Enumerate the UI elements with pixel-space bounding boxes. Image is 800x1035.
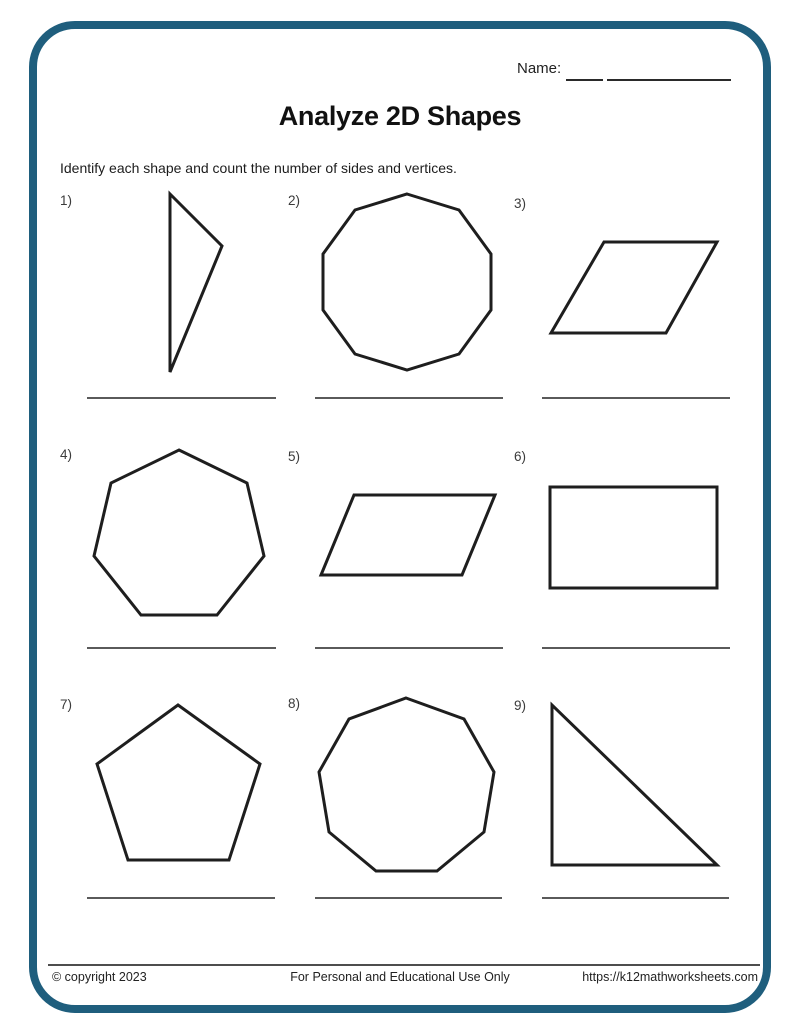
problem-5-number: 5): [288, 449, 301, 464]
page-title: Analyze 2D Shapes: [278, 101, 522, 131]
footer-url: https://k12mathworksheets.com: [582, 970, 758, 984]
shape-heptagon: [94, 450, 264, 615]
problem-7-number: 7): [60, 697, 73, 712]
problem-8-number: 8): [288, 696, 301, 711]
footer-usage-text: For Personal and Educational Use Only: [290, 970, 510, 984]
problem-4-answer-line: [87, 647, 276, 649]
shape-nonagon: [319, 698, 494, 871]
shape-pentagon: [97, 705, 260, 860]
shape-parallelogram: [321, 495, 495, 575]
shape-right-triangle: [552, 705, 717, 865]
problem-1-answer-line: [87, 397, 276, 399]
problem-7-answer-line: [87, 897, 275, 899]
problem-1-number: 1): [60, 193, 73, 208]
problem-6-number: 6): [514, 449, 527, 464]
problem-6-answer-line: [542, 647, 730, 649]
problem-5-answer-line: [315, 647, 503, 649]
name-label: Name:: [517, 60, 562, 77]
footer-copyright: © copyright 2023: [52, 970, 147, 984]
problem-4-number: 4): [60, 447, 73, 462]
problem-9-number: 9): [514, 698, 527, 713]
problem-2-number: 2): [288, 193, 301, 208]
shape-rectangle: [550, 487, 717, 588]
shape-decagon: [323, 194, 491, 370]
shape-triangle: [170, 194, 222, 372]
problem-2-answer-line: [315, 397, 503, 399]
shape-parallelogram: [551, 242, 717, 333]
instruction-text: Identify each shape and count the number of sides and vertices.: [60, 160, 457, 176]
problem-3-number: 3): [514, 196, 527, 211]
problem-9-answer-line: [542, 897, 729, 899]
footer-divider: [48, 964, 760, 966]
problem-8-answer-line: [315, 897, 502, 899]
problem-3-answer-line: [542, 397, 730, 399]
